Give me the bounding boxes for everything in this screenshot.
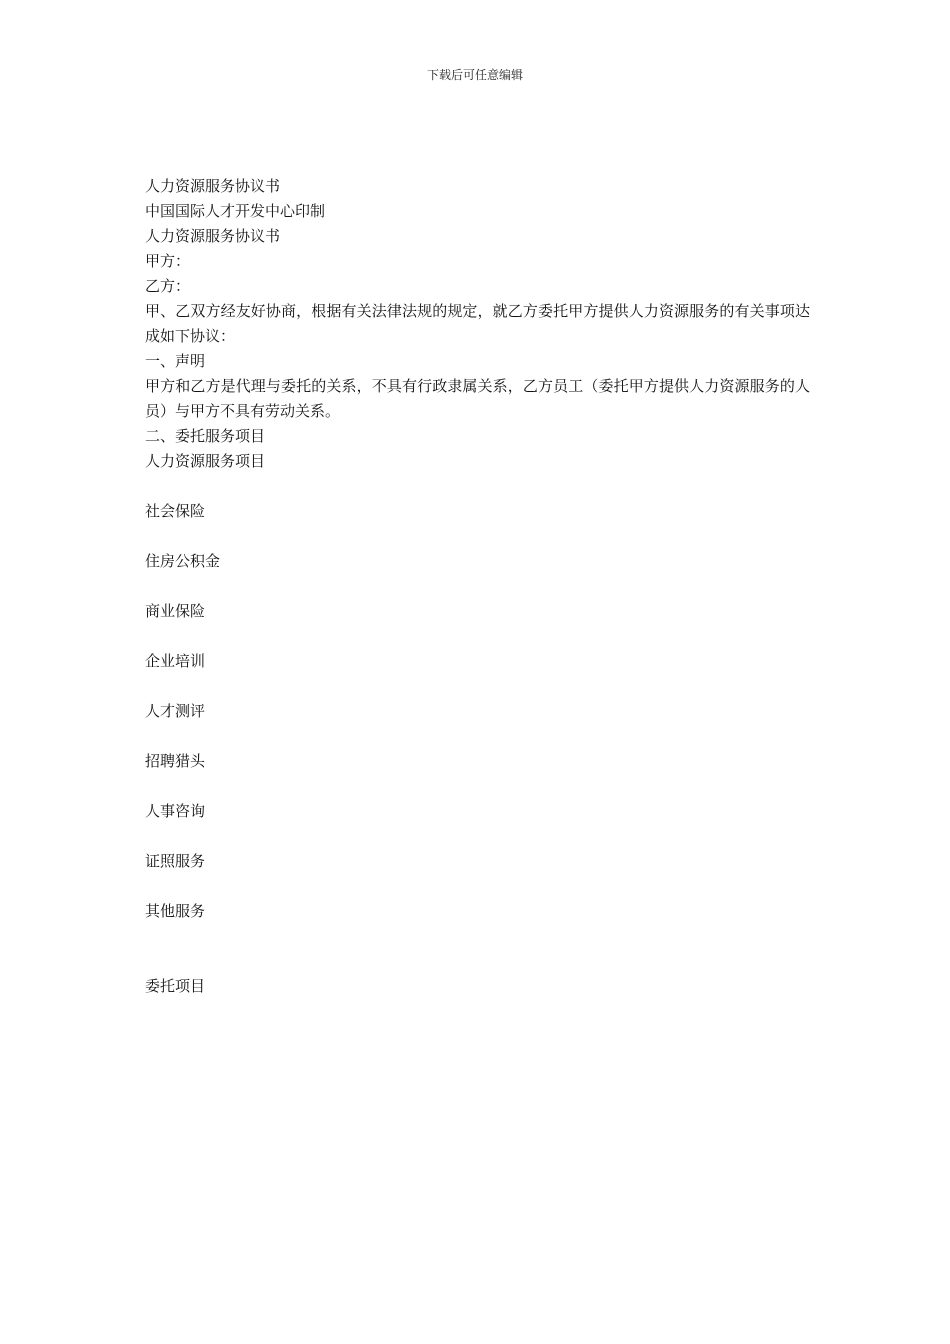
document-publisher: 中国国际人才开发中心印制 <box>145 202 326 220</box>
service-item: 人才测评 <box>145 702 206 720</box>
service-item: 社会保险 <box>145 502 206 520</box>
intro-paragraph: 甲、乙双方经友好协商，根据有关法律法规的规定，就乙方委托甲方提供人力资源服务的有关事项达成如下协议： <box>145 302 810 345</box>
service-item: 商业保险 <box>145 602 206 620</box>
service-item: 证照服务 <box>145 852 206 870</box>
services-heading: 人力资源服务项目 <box>145 452 266 470</box>
section1-paragraph: 甲方和乙方是代理与委托的关系，不具有行政隶属关系，乙方员工（委托甲方提供人力资源服务的人员）与甲方不具有劳动关系。 <box>145 377 810 420</box>
section1-heading: 一、声明 <box>145 352 206 370</box>
service-item: 住房公积金 <box>145 552 221 570</box>
party-b-label: 乙方： <box>145 277 191 295</box>
document-title: 人力资源服务协议书 <box>145 177 281 195</box>
service-item: 招聘猎头 <box>145 752 206 770</box>
closing-label: 委托项目 <box>145 977 206 995</box>
service-item: 人事咨询 <box>145 802 206 820</box>
document-body <box>145 174 810 999</box>
party-a-label: 甲方： <box>145 252 191 270</box>
document-title-repeat: 人力资源服务协议书 <box>145 227 281 245</box>
services-list <box>145 499 810 924</box>
section2-heading: 二、委托服务项目 <box>145 427 266 445</box>
service-item: 其他服务 <box>145 902 206 920</box>
page-header-note: 下载后可任意编辑 <box>426 68 523 82</box>
service-item: 企业培训 <box>145 652 206 670</box>
